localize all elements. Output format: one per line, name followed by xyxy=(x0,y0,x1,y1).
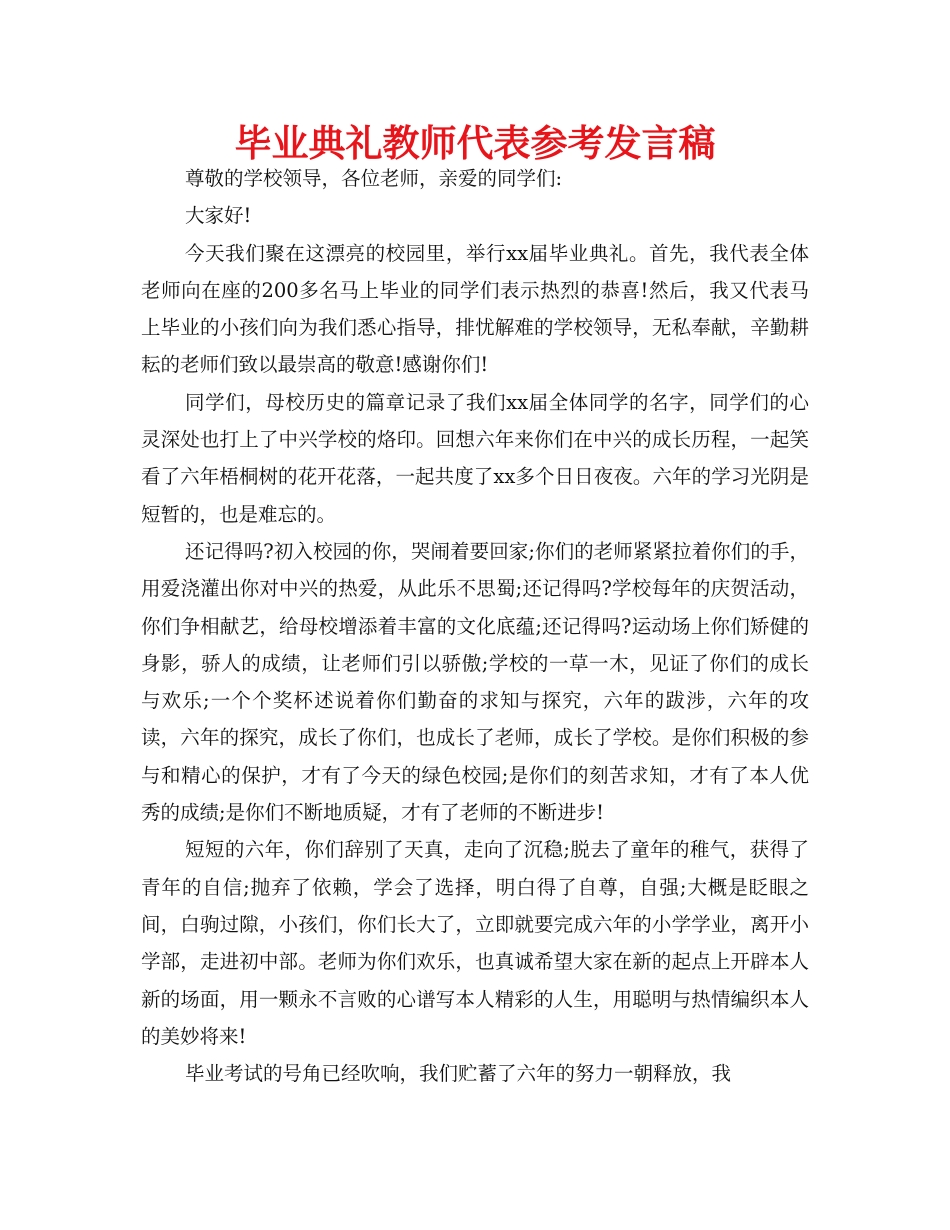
document-body xyxy=(141,160,809,1092)
paragraph: 还记得吗?初入校园的你，哭闹着要回家;你们的老师紧紧拉着你们的手，用爱浇灌出你对中兴的热爱，从此乐不思蜀;还记得吗?学校每年的庆贺活动，你们争相献艺，给母校增添着丰富的文化底蕴;还记得吗?运动场上你们矫健的身影，骄人的成绩，让老师们引以骄傲;学校的一草一木，见证了你们的成长与欢乐;一个个奖杯述说着你们勤奋的求知与探究，六年的跋涉，六年的攻读，六年的探究，成长了你们，也成长了老师，成长了学校。是你们积极的参与和精心的保护，才有了今天的绿色校园;是你们的刻苦求知，才有了本人优秀的成绩;是你们不断地质疑，才有了老师的不断进步! xyxy=(141,539,809,825)
paragraph: 毕业考试的号角已经吹响，我们贮蓄了六年的努力一朝释放，我 xyxy=(185,1062,732,1086)
paragraph-salutation: 尊敬的学校领导，各位老师，亲爱的同学们: xyxy=(185,167,563,190)
paragraph: 今天我们聚在这漂亮的校园里，举行xx届毕业典礼。首先，我代表全体老师向在座的200多名马上毕业的同学们表示热烈的恭喜!然后，我又代表马上毕业的小孩们向为我们悉心指导，排忧解难的学校领导，无私奉献，辛勤耕耘的老师们致以最崇高的敬意!感谢你们! xyxy=(141,241,809,377)
paragraph-greeting: 大家好! xyxy=(185,204,252,228)
paragraph: 同学们，母校历史的篇章记录了我们xx届全体同学的名字，同学们的心灵深处也打上了中兴学校的烙印。回想六年来你们在中兴的成长历程，一起笑看了六年梧桐树的花开花落，一起共度了xx多个日日夜夜。六年的学习光阴是短暂的，也是难忘的。 xyxy=(141,390,809,526)
document-title: 毕业典礼教师代表参考发言稿 xyxy=(234,122,716,165)
paragraph: 短短的六年，你们辞别了天真，走向了沉稳;脱去了童年的稚气，获得了青年的自信;抛弃了依赖，学会了选择，明白得了自尊，自强;大概是眨眼之间，白驹过隙，小孩们，你们长大了，立即就要完成六年的小学学业，离开小学部，走进初中部。老师为你们欢乐，也真诚希望大家在新的起点上开辟本人新的场面，用一颗永不言败的心谱写本人精彩的人生，用聪明与热情编织本人的美妙将来! xyxy=(141,838,809,1048)
